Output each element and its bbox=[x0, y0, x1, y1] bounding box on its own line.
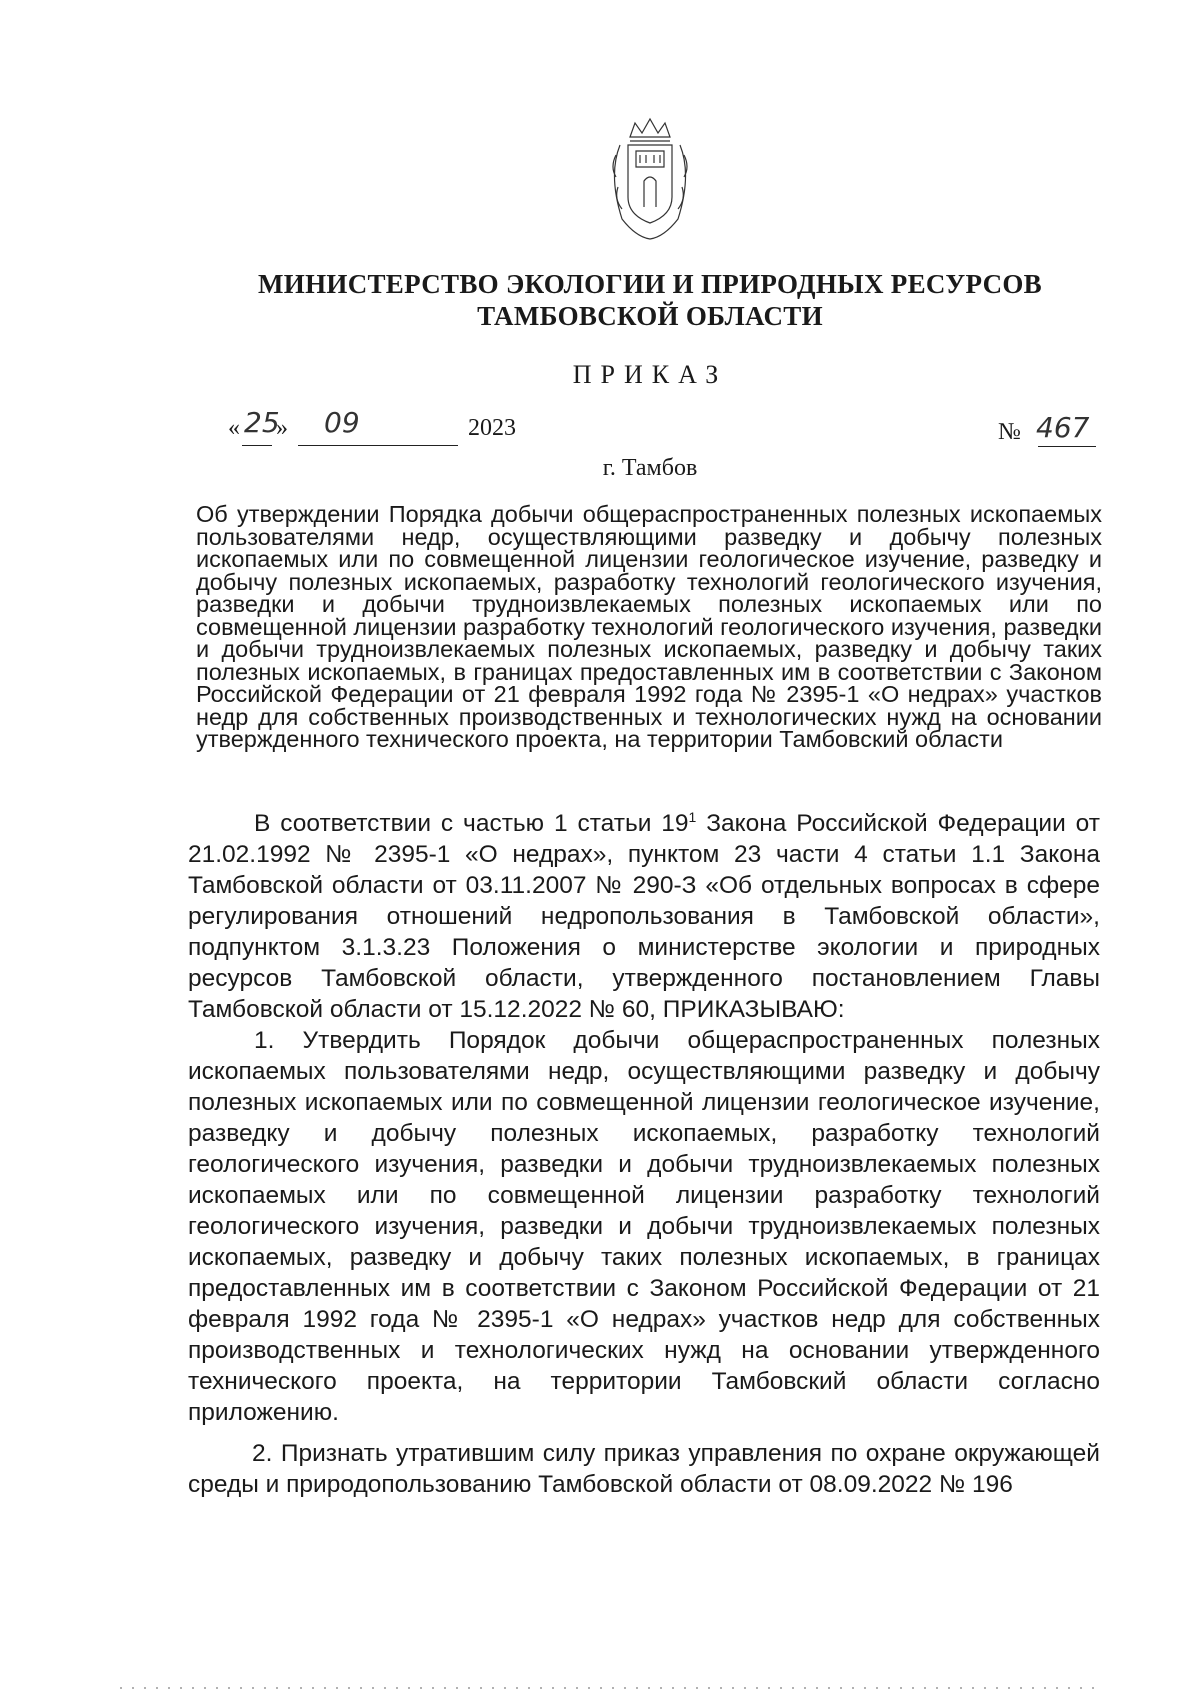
order-body bbox=[188, 808, 1100, 1500]
preamble-paragraph bbox=[188, 808, 1100, 1025]
month-underline bbox=[298, 445, 458, 446]
coat-of-arms-icon bbox=[600, 115, 700, 245]
date-close-quote: » bbox=[276, 415, 288, 441]
day-underline bbox=[242, 445, 272, 446]
date-open-quote: « bbox=[228, 415, 240, 441]
date-day: 25 bbox=[244, 406, 280, 439]
date-number-row bbox=[228, 406, 1090, 452]
order-title: Об утверждении Порядка добычи общераспространенных полезных ископаемых пользователями недр, осуществляющими разведку и добычу полезных ископаемых или по совмещенной лицензии геологическое изучение, разведку и добычу полезных ископаемых, разработку технологий геологического изучения, разведки и добычи трудноизвлекаемых полезных ископаемых или по совмещенной лицензии разработку технологий геологического изучения, разведки и добычи трудноизвлекаемых полезных ископаемых, разведку и добычу таких полезных ископаемых, в границах предоставленных им в соответствии с Законом Российской Федерации от 21 февраля 1992 года № 2395-1 «О недрах» участков недр для собственных производственных и технологических нужд на основании утвержденного технического проекта, на территории Тамбовский области bbox=[196, 501, 1103, 752]
city: г. Тамбов bbox=[602, 455, 698, 481]
preamble-superscript: 1 bbox=[688, 808, 697, 825]
scan-edge-artifact bbox=[120, 1685, 1100, 1691]
date-year: 2023 bbox=[468, 415, 516, 441]
ministry-name bbox=[250, 268, 1050, 332]
preamble-text-b: Закона Российской Федерации от 21.02.1992 № 2395-1 «О недрах», пунктом 23 части 4 статьи 1.1 Закона Тамбовской области от 03.11.2007 № 290-З «Об отдельных вопросах в сфере регулирования отношений недропользования в Тамбовской области», подпунктом 3.1.3.23 Положения о министерстве экологии и природных ресурсов Тамбовской области, утвержденного постановлением Главы Тамбовской области от 15.12.2022 № 60, ПРИКАЗЫВАЮ: bbox=[188, 810, 1100, 1023]
document-type: ПРИКАЗ bbox=[572, 360, 728, 389]
preamble-text-a: В соответствии с частью 1 статьи 19 bbox=[254, 810, 689, 837]
order-number-label: № bbox=[998, 419, 1021, 445]
date-month: 09 bbox=[324, 406, 360, 439]
number-underline bbox=[1038, 446, 1096, 447]
item-2-paragraph: 2. Признать утратившим силу приказ управления по охране окружающей среды и природопользованию Тамбовской области от 08.09.2022 № 196 bbox=[188, 1440, 1100, 1498]
ministry-name-line1: МИНИСТЕРСТВО ЭКОЛОГИИ И ПРИРОДНЫХ РЕСУРСОВ bbox=[258, 269, 1042, 299]
item-1-paragraph: 1. Утвердить Порядок добычи общераспространенных полезных ископаемых пользователями недр, осуществляющими разведку и добычу полезных ископаемых или по совмещенной лицензии геологическое изучение, разведку и добычу полезных ископаемых, разработку технологий геологического изучения, разведки и добычи трудноизвлекаемых полезных ископаемых или по совмещенной лицензии разработку технологий геологического изучения, разведки и добычи трудноизвлекаемых полезных ископаемых, разведку и добычу таких полезных ископаемых, в границах предоставленных им в соответствии с Законом Российской Федерации от 21 февраля 1992 года № 2395-1 «О недрах» участков недр для собственных производственных и технологических нужд на основании утвержденного технического проекта, на территории Тамбовский области согласно приложению. bbox=[188, 1027, 1100, 1426]
ministry-name-line2: ТАМБОВСКОЙ ОБЛАСТИ bbox=[477, 301, 823, 331]
order-number: 467 bbox=[1036, 411, 1090, 444]
